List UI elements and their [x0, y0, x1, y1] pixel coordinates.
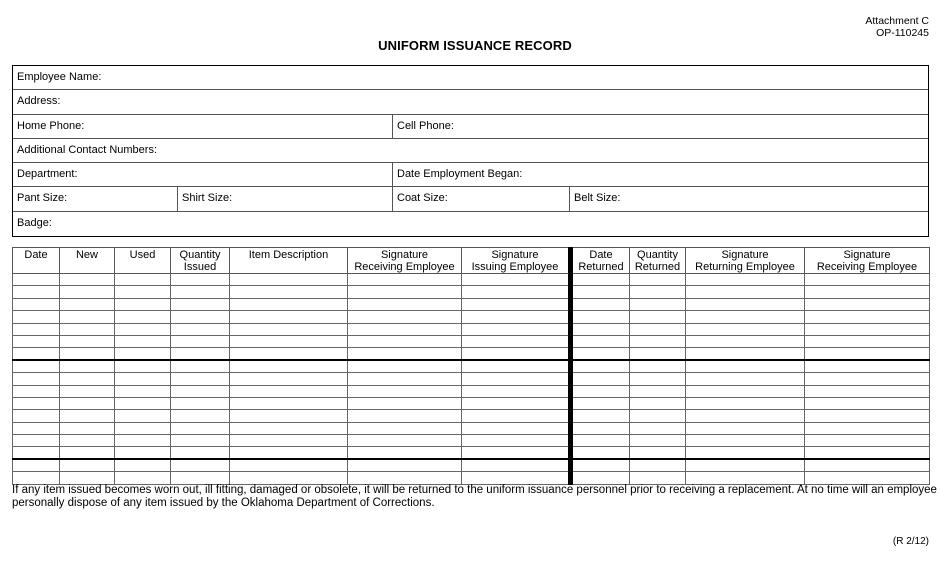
table-cell[interactable] — [686, 323, 805, 335]
table-cell[interactable] — [462, 435, 571, 447]
table-cell[interactable] — [171, 323, 230, 335]
table-cell[interactable] — [686, 447, 805, 459]
table-cell[interactable] — [805, 385, 930, 397]
table-cell[interactable] — [13, 447, 60, 459]
table-cell[interactable] — [805, 298, 930, 310]
table-cell[interactable] — [462, 286, 571, 298]
table-cell[interactable] — [115, 298, 171, 310]
table-row — [13, 311, 930, 323]
table-cell[interactable] — [805, 472, 930, 484]
table-row — [13, 385, 930, 397]
table-cell[interactable] — [805, 410, 930, 422]
table-cell[interactable] — [230, 360, 348, 372]
table-cell[interactable] — [462, 385, 571, 397]
table-cell[interactable] — [348, 472, 462, 484]
footnote: If any item issued becomes worn out, ill fitting, damaged or obsolete, it will be returned to the uniform issuance personnel prior to receiving a replacement. At no time will an employee personally dispose of any item issued by the Oklahoma Department of Corrections. — [12, 484, 937, 509]
col-used: Used — [115, 248, 171, 274]
issuance-table — [12, 247, 930, 485]
table-cell[interactable] — [630, 348, 686, 360]
table-cell[interactable] — [571, 335, 630, 347]
table-cell[interactable] — [571, 323, 630, 335]
table-cell[interactable] — [686, 348, 805, 360]
table-cell[interactable] — [115, 323, 171, 335]
table-cell[interactable] — [686, 472, 805, 484]
table-cell[interactable] — [805, 360, 930, 372]
table-cell[interactable] — [805, 286, 930, 298]
table-cell[interactable] — [686, 385, 805, 397]
table-cell[interactable] — [805, 274, 930, 286]
table-cell[interactable] — [13, 286, 60, 298]
table-cell[interactable] — [60, 373, 115, 385]
table-cell[interactable] — [230, 459, 348, 471]
col-date-returned: Date Returned — [571, 248, 630, 274]
table-cell[interactable] — [230, 385, 348, 397]
table-cell[interactable] — [462, 311, 571, 323]
belt-size-field[interactable]: Belt Size: — [569, 187, 928, 210]
table-cell[interactable] — [686, 335, 805, 347]
table-cell[interactable] — [60, 286, 115, 298]
table-cell[interactable] — [348, 274, 462, 286]
table-cell[interactable] — [686, 274, 805, 286]
table-cell[interactable] — [462, 447, 571, 459]
table-cell[interactable] — [171, 459, 230, 471]
table-cell[interactable] — [230, 472, 348, 484]
table-cell[interactable] — [805, 373, 930, 385]
col-quantity-returned: Quantity Returned — [630, 248, 686, 274]
table-cell[interactable] — [348, 459, 462, 471]
table-cell[interactable] — [230, 422, 348, 434]
table-cell[interactable] — [171, 335, 230, 347]
table-cell[interactable] — [13, 274, 60, 286]
table-cell[interactable] — [348, 410, 462, 422]
table-cell[interactable] — [115, 348, 171, 360]
table-cell[interactable] — [348, 435, 462, 447]
table-cell[interactable] — [60, 311, 115, 323]
table-cell[interactable] — [230, 311, 348, 323]
table-row — [13, 410, 930, 422]
table-cell[interactable] — [348, 323, 462, 335]
table-cell[interactable] — [571, 447, 630, 459]
table-cell[interactable] — [630, 422, 686, 434]
table-cell[interactable] — [13, 373, 60, 385]
table-cell[interactable] — [115, 360, 171, 372]
table-cell[interactable] — [115, 335, 171, 347]
table-cell[interactable] — [13, 311, 60, 323]
page-title: UNIFORM ISSUANCE RECORD — [378, 38, 572, 53]
table-cell[interactable] — [115, 459, 171, 471]
coat-size-field[interactable]: Coat Size: — [392, 187, 569, 210]
table-row — [13, 447, 930, 459]
table-cell[interactable] — [571, 422, 630, 434]
table-cell[interactable] — [13, 335, 60, 347]
table-row — [13, 373, 930, 385]
table-cell[interactable] — [630, 311, 686, 323]
table-cell[interactable] — [171, 274, 230, 286]
table-cell[interactable] — [230, 435, 348, 447]
table-cell[interactable] — [686, 410, 805, 422]
table-cell[interactable] — [115, 397, 171, 409]
table-cell[interactable] — [13, 348, 60, 360]
table-cell[interactable] — [571, 459, 630, 471]
table-row — [13, 435, 930, 447]
table-cell[interactable] — [348, 286, 462, 298]
table-row — [13, 397, 930, 409]
table-cell[interactable] — [686, 459, 805, 471]
table-cell[interactable] — [171, 472, 230, 484]
table-cell[interactable] — [230, 335, 348, 347]
info-row-department — [13, 163, 928, 187]
table-cell[interactable] — [630, 410, 686, 422]
table-cell[interactable] — [13, 298, 60, 310]
table-cell[interactable] — [805, 323, 930, 335]
department-field[interactable]: Department: — [17, 168, 78, 181]
table-cell[interactable] — [115, 447, 171, 459]
date-employment-began-field[interactable]: Date Employment Began: — [392, 163, 928, 186]
table-cell[interactable] — [230, 274, 348, 286]
table-cell[interactable] — [571, 435, 630, 447]
table-cell[interactable] — [171, 447, 230, 459]
table-cell[interactable] — [630, 397, 686, 409]
table-row — [13, 335, 930, 347]
table-cell[interactable] — [571, 274, 630, 286]
table-cell[interactable] — [13, 385, 60, 397]
info-row-additional-contacts — [13, 139, 928, 163]
table-cell[interactable] — [805, 435, 930, 447]
col-date: Date — [13, 248, 60, 274]
table-row — [13, 323, 930, 335]
table-cell[interactable] — [13, 459, 60, 471]
table-cell[interactable] — [171, 373, 230, 385]
table-cell[interactable] — [686, 397, 805, 409]
home-phone-field[interactable]: Home Phone: — [17, 119, 85, 132]
table-cell[interactable] — [230, 373, 348, 385]
table-cell[interactable] — [805, 335, 930, 347]
table-cell[interactable] — [571, 410, 630, 422]
table-cell[interactable] — [462, 348, 571, 360]
table-cell[interactable] — [805, 397, 930, 409]
table-cell[interactable] — [13, 472, 60, 484]
issuance-table-body — [13, 274, 930, 485]
attachment-label — [865, 15, 929, 39]
table-cell[interactable] — [348, 373, 462, 385]
additional-contacts-field[interactable]: Additional Contact Numbers: — [17, 143, 158, 156]
table-row — [13, 472, 930, 484]
table-cell[interactable] — [686, 435, 805, 447]
table-cell[interactable] — [60, 298, 115, 310]
address-field[interactable]: Address: — [17, 95, 61, 108]
table-cell[interactable] — [630, 385, 686, 397]
table-header-row — [13, 248, 930, 274]
table-cell[interactable] — [171, 410, 230, 422]
table-row — [13, 286, 930, 298]
table-cell[interactable] — [60, 274, 115, 286]
table-cell[interactable] — [115, 435, 171, 447]
col-signature-issuing: Signature Issuing Employee — [462, 248, 571, 274]
table-cell[interactable] — [348, 385, 462, 397]
table-cell[interactable] — [348, 335, 462, 347]
table-cell[interactable] — [171, 360, 230, 372]
table-row — [13, 298, 930, 310]
table-cell[interactable] — [630, 459, 686, 471]
table-row — [13, 459, 930, 471]
table-cell[interactable] — [348, 447, 462, 459]
table-cell[interactable] — [171, 385, 230, 397]
table-cell[interactable] — [171, 435, 230, 447]
table-cell[interactable] — [60, 335, 115, 347]
table-cell[interactable] — [686, 360, 805, 372]
col-signature-receiving: Signature Receiving Employee — [348, 248, 462, 274]
table-cell[interactable] — [805, 348, 930, 360]
table-cell[interactable] — [686, 311, 805, 323]
table-cell[interactable] — [805, 459, 930, 471]
info-row-address — [13, 90, 928, 114]
table-cell[interactable] — [805, 311, 930, 323]
table-cell[interactable] — [630, 298, 686, 310]
table-cell[interactable] — [60, 385, 115, 397]
table-cell[interactable] — [571, 397, 630, 409]
table-cell[interactable] — [60, 422, 115, 434]
table-cell[interactable] — [60, 360, 115, 372]
table-cell[interactable] — [115, 373, 171, 385]
table-cell[interactable] — [630, 447, 686, 459]
attachment-text: Attachment C — [865, 15, 929, 27]
col-quantity-issued: Quantity Issued — [171, 248, 230, 274]
table-cell[interactable] — [462, 397, 571, 409]
table-cell[interactable] — [686, 422, 805, 434]
table-cell[interactable] — [348, 360, 462, 372]
table-cell[interactable] — [115, 472, 171, 484]
table-cell[interactable] — [686, 298, 805, 310]
table-cell[interactable] — [462, 298, 571, 310]
table-cell[interactable] — [171, 298, 230, 310]
table-cell[interactable] — [115, 311, 171, 323]
badge-field[interactable]: Badge: — [17, 216, 52, 229]
table-cell[interactable] — [805, 447, 930, 459]
table-cell[interactable] — [571, 373, 630, 385]
table-cell[interactable] — [171, 348, 230, 360]
table-cell[interactable] — [348, 422, 462, 434]
table-cell[interactable] — [630, 323, 686, 335]
table-cell[interactable] — [571, 360, 630, 372]
table-cell[interactable] — [171, 286, 230, 298]
table-cell[interactable] — [230, 348, 348, 360]
table-cell[interactable] — [462, 335, 571, 347]
table-cell[interactable] — [686, 286, 805, 298]
table-cell[interactable] — [115, 422, 171, 434]
table-row — [13, 360, 930, 372]
shirt-size-field[interactable]: Shirt Size: — [177, 187, 392, 210]
table-cell[interactable] — [60, 323, 115, 335]
table-cell[interactable] — [571, 286, 630, 298]
table-cell[interactable] — [630, 335, 686, 347]
table-cell[interactable] — [805, 422, 930, 434]
table-cell[interactable] — [171, 397, 230, 409]
cell-phone-field[interactable]: Cell Phone: — [392, 115, 928, 138]
table-cell[interactable] — [13, 323, 60, 335]
table-cell[interactable] — [230, 447, 348, 459]
table-cell[interactable] — [60, 472, 115, 484]
table-cell[interactable] — [348, 348, 462, 360]
table-cell[interactable] — [462, 274, 571, 286]
table-cell[interactable] — [171, 311, 230, 323]
table-cell[interactable] — [60, 447, 115, 459]
table-cell[interactable] — [571, 472, 630, 484]
table-cell[interactable] — [686, 373, 805, 385]
table-cell[interactable] — [115, 274, 171, 286]
employee-info-box — [12, 65, 929, 237]
table-cell[interactable] — [462, 459, 571, 471]
table-cell[interactable] — [571, 298, 630, 310]
table-cell[interactable] — [571, 385, 630, 397]
table-cell[interactable] — [115, 385, 171, 397]
revision-label: (R 2/12) — [892, 536, 929, 547]
table-cell[interactable] — [230, 410, 348, 422]
table-cell[interactable] — [571, 311, 630, 323]
table-cell[interactable] — [60, 348, 115, 360]
table-cell[interactable] — [630, 286, 686, 298]
pant-size-field[interactable]: Pant Size: — [17, 192, 68, 205]
table-cell[interactable] — [13, 422, 60, 434]
info-row-employee-name — [13, 66, 928, 90]
col-signature-returning: Signature Returning Employee — [686, 248, 805, 274]
table-row — [13, 348, 930, 360]
table-cell[interactable] — [630, 360, 686, 372]
form-number: OP-110245 — [876, 27, 929, 39]
table-cell[interactable] — [348, 311, 462, 323]
table-cell[interactable] — [115, 410, 171, 422]
table-cell[interactable] — [60, 459, 115, 471]
table-cell[interactable] — [13, 360, 60, 372]
table-cell[interactable] — [13, 435, 60, 447]
employee-name-field[interactable]: Employee Name: — [17, 71, 102, 83]
table-row — [13, 274, 930, 286]
table-cell[interactable] — [462, 410, 571, 422]
table-cell[interactable] — [571, 348, 630, 360]
col-signature-receiving-2: Signature Receiving Employee — [805, 248, 930, 274]
table-cell[interactable] — [13, 410, 60, 422]
table-cell[interactable] — [230, 286, 348, 298]
table-cell[interactable] — [462, 373, 571, 385]
table-cell[interactable] — [462, 472, 571, 484]
table-cell[interactable] — [630, 373, 686, 385]
table-cell[interactable] — [230, 323, 348, 335]
table-cell[interactable] — [171, 422, 230, 434]
table-cell[interactable] — [348, 397, 462, 409]
table-cell[interactable] — [115, 286, 171, 298]
table-cell[interactable] — [230, 397, 348, 409]
table-row — [13, 422, 930, 434]
table-cell[interactable] — [60, 410, 115, 422]
table-cell[interactable] — [230, 298, 348, 310]
table-cell[interactable] — [462, 323, 571, 335]
col-item-description: Item Description — [230, 248, 348, 274]
info-row-badge — [13, 212, 928, 236]
info-row-phones — [13, 115, 928, 139]
table-cell[interactable] — [462, 360, 571, 372]
table-cell[interactable] — [60, 435, 115, 447]
table-cell[interactable] — [630, 274, 686, 286]
table-cell[interactable] — [630, 435, 686, 447]
table-cell[interactable] — [60, 397, 115, 409]
table-cell[interactable] — [348, 298, 462, 310]
col-new: New — [60, 248, 115, 274]
table-cell[interactable] — [630, 472, 686, 484]
table-cell[interactable] — [462, 422, 571, 434]
table-cell[interactable] — [13, 397, 60, 409]
info-row-sizes — [13, 187, 928, 211]
